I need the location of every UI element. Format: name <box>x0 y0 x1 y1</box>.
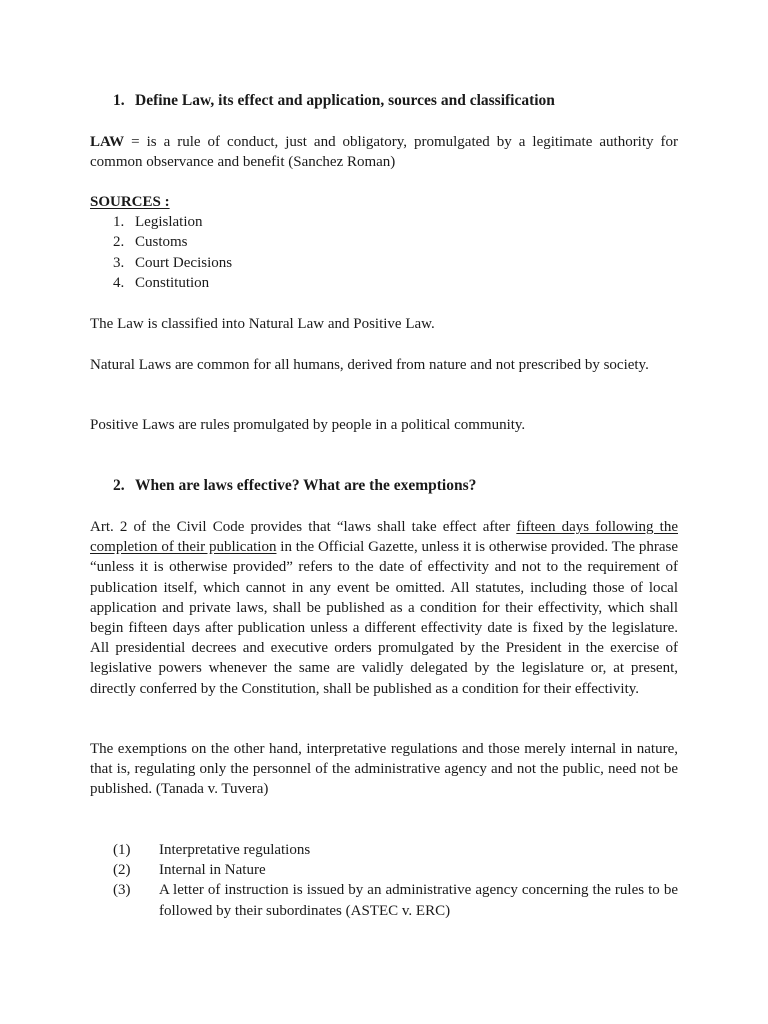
exemptions-list <box>90 840 678 921</box>
list-item-number: (2) <box>113 862 131 879</box>
question-1-heading <box>90 91 701 111</box>
question-1-title: Define Law, its effect and application, sources and classification <box>135 92 555 109</box>
list-item-label: Legislation <box>135 214 203 231</box>
list-item <box>90 880 678 920</box>
list-item <box>90 860 678 880</box>
question-2-title: When are laws effective? What are the exemptions? <box>135 477 477 494</box>
list-item-number: 3. <box>113 254 125 271</box>
positive-laws-paragraph: Positive Laws are rules promulgated by people in a political community. <box>90 417 526 433</box>
list-item-label: Court Decisions <box>135 254 233 271</box>
sources-list <box>90 212 678 293</box>
art2-underlined-phrase: fifteen days following the completion of their publication <box>90 519 678 556</box>
question-2-heading <box>90 476 701 496</box>
question-2-number: 2. <box>113 477 125 494</box>
list-item-number: 2. <box>113 234 125 251</box>
sources-heading: SOURCES : <box>90 194 170 210</box>
question-1-number: 1. <box>113 92 125 109</box>
list-item-number: 1. <box>113 214 125 231</box>
list-item-text: A letter of instruction is issued by an administrative agency concerning the rules to be followed by their subordinates (ASTEC v. ERC) <box>159 882 678 919</box>
list-item-number: (3) <box>113 882 131 899</box>
list-item <box>90 232 678 252</box>
art2-intro: Art. 2 of the Civil Code provides that “laws shall take effect after <box>90 519 517 535</box>
list-item <box>90 212 678 232</box>
law-definition-text: = is a rule of conduct, just and obligatory, promulgated by a legitimate authority for common observance and benefit (Sanchez Roman) <box>90 134 678 171</box>
exemptions-paragraph: The exemptions on the other hand, interpretative regulations and those merely internal in nature, that is, regulating only the personnel of the administrative agency and not the public, need not be published. (Tanada v. Tuvera) <box>90 741 678 798</box>
list-item <box>90 253 678 273</box>
sources-section <box>90 192 678 293</box>
list-item-label: Constitution <box>135 274 210 291</box>
art2-rest: in the Official Gazette, unless it is otherwise provided. The phrase “unless it is otherwise provided” refers to the date of effectivity and not to the requirement of publication itself, which cannot in any event be omitted. All statutes, including those of local application and private laws, shall be published as a condition for their effectivity, which shall begin fifteen days after publication unless a different effectivity date is fixed by the legislature. All presidential decrees and executive orders promulgated by the President in the exercise of legislative powers whenever the same are validly delegated by the legislature or, at present, directly conferred by the Constitution, shall be published as a condition for their effectivity. <box>90 539 678 697</box>
list-item-text: Internal in Nature <box>159 862 266 879</box>
classification-paragraph: The Law is classified into Natural Law and Positive Law. <box>90 316 435 332</box>
natural-laws-paragraph: Natural Laws are common for all humans, derived from nature and not prescribed by society. <box>90 357 649 373</box>
list-item <box>90 840 678 860</box>
list-item-number: 4. <box>113 274 125 291</box>
list-item-number: (1) <box>113 842 131 858</box>
law-definition <box>90 132 678 172</box>
law-term: LAW <box>90 134 125 150</box>
list-item <box>90 273 678 293</box>
list-item-label: Customs <box>135 234 188 251</box>
list-item-text: Interpretative regulations <box>159 842 311 858</box>
art2-paragraph <box>90 517 678 699</box>
